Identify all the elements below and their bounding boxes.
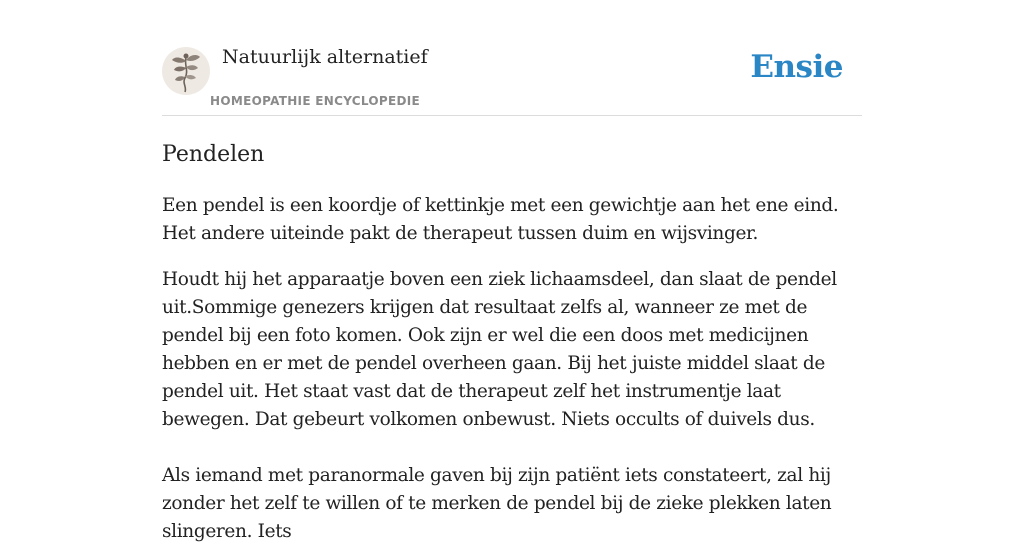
plant-icon[interactable] <box>162 47 210 95</box>
article-paragraph: Een pendel is een koordje of kettinkje met een gewichtje aan het ene eind. Het andere uiteinde pakt de therapeut tussen duim en wijsvinger. <box>162 195 839 244</box>
article-paragraph: Als iemand met paranormale gaven bij zijn patiënt iets constateert, zal hij zonder het zelf te willen of te merken de pendel bij de zieke plekken laten slingeren. Iets <box>162 465 832 542</box>
article-title: Pendelen <box>162 142 265 167</box>
site-name[interactable]: Natuurlijk alternatief <box>222 46 428 68</box>
article-paragraph: Houdt hij het apparaatje boven een ziek lichaamsdeel, dan slaat de pendel uit.Sommige genezers krijgen dat resultaat zelfs al, wanneer ze met de pendel bij een foto komen. Ook zijn er wel die een doos met medicijnen hebben en er met de pendel overheen gaan. Bij het juiste middel slaat de pendel uit. Het staat vast dat de therapeut zelf het instrumentje laat bewegen. Dat gebeurt volkomen onbewust. Niets occults of duivels dus. <box>162 269 837 430</box>
article-body <box>162 192 862 546</box>
site-header <box>162 45 862 116</box>
page <box>162 0 862 546</box>
category-label: HOMEOPATHIE ENCYCLOPEDIE <box>210 94 421 108</box>
brand-logo[interactable]: Ensie <box>750 49 843 85</box>
